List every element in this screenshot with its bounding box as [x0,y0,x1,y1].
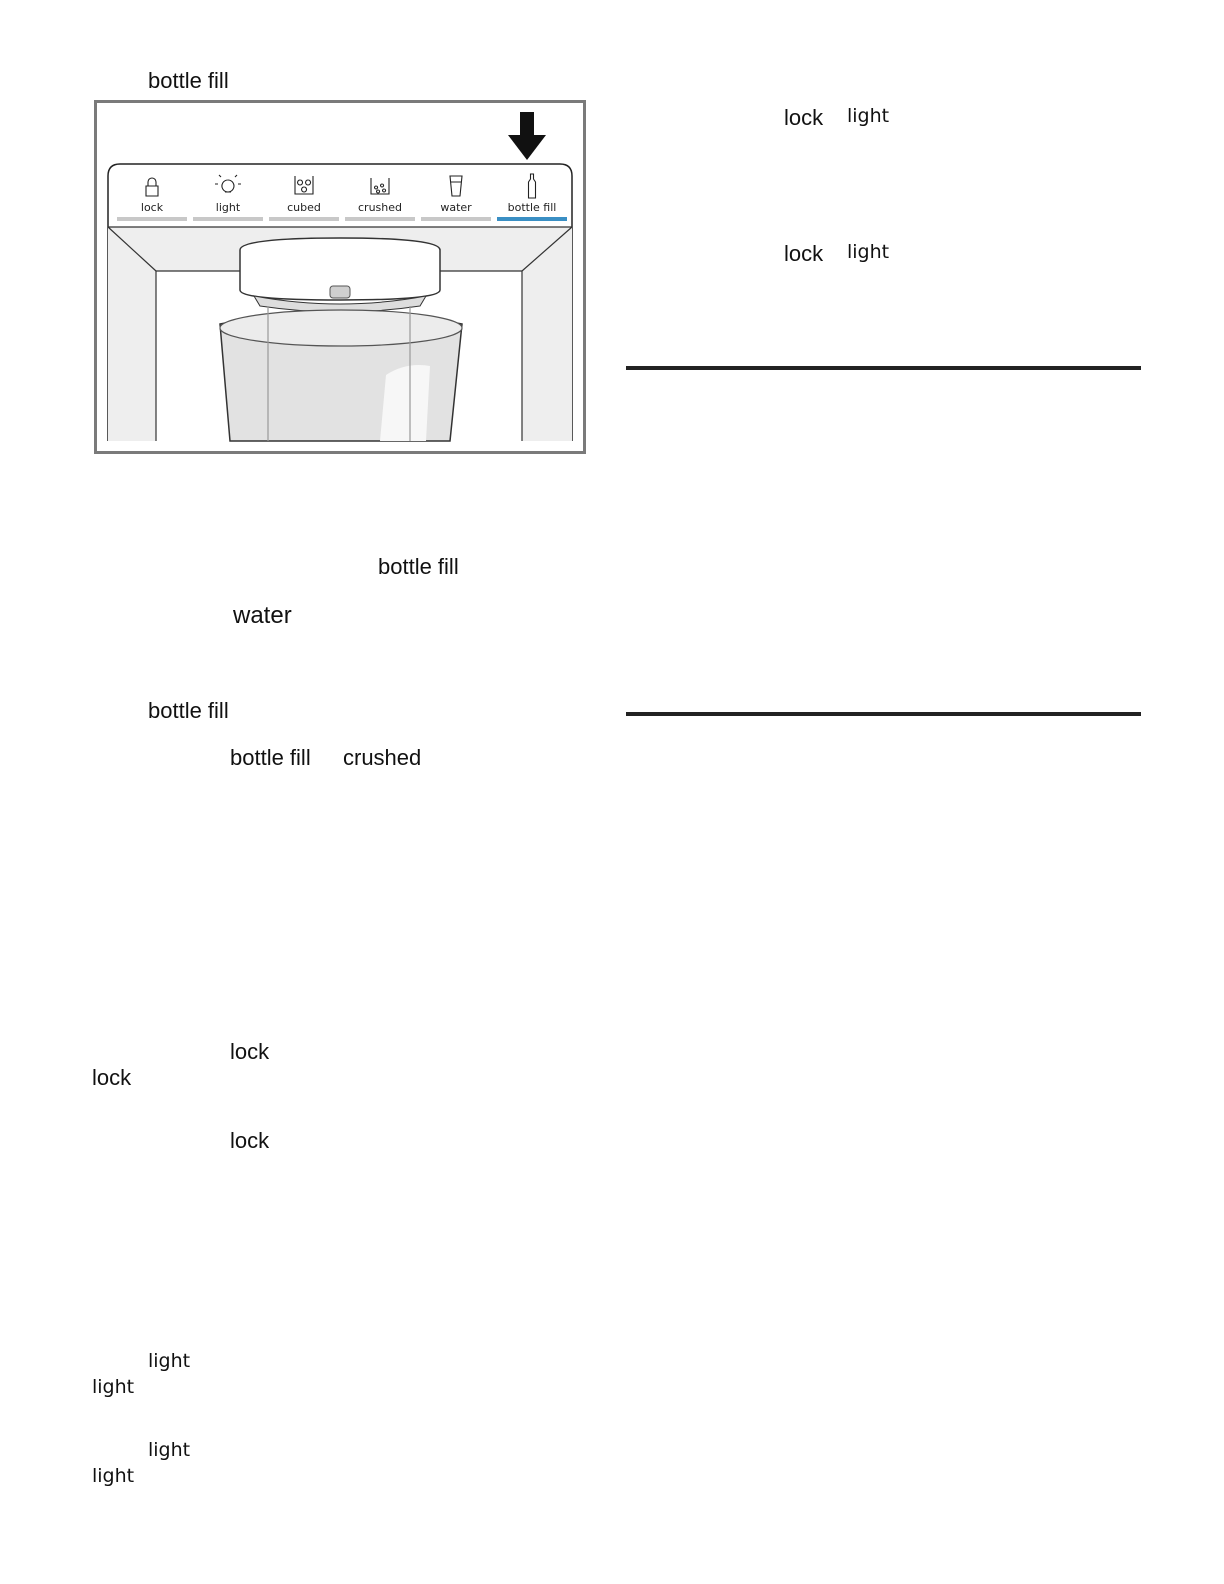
panel-button-indicator [117,217,187,221]
para-bottle-fill: bottle fill [378,554,459,579]
step-crushed: crushed [343,745,422,770]
lock-text-2: lock [92,1065,132,1090]
panel-button-label: cubed [287,201,321,214]
step-bottle-fill: bottle fill [230,745,311,770]
para-water: water [233,602,292,629]
panel-button-indicator [269,217,339,221]
light-text-3: light [148,1439,191,1461]
panel-button-indicator [497,217,567,221]
panel-button-label: bottle fill [507,201,557,214]
panel-button-indicator [193,217,263,221]
heading-bottle-fill: bottle fill [148,698,229,723]
panel-button-indicator [421,217,491,221]
right-lock-1: lock [784,105,824,130]
light-text-2: light [92,1376,135,1398]
lock-text-3: lock [230,1128,270,1153]
panel-button-label: water [440,201,472,214]
right-light-1: light [847,105,890,127]
light-text-1: light [148,1350,191,1372]
light-text-4: light [92,1465,135,1487]
lock-text-1: lock [230,1039,270,1064]
right-lock-2: lock [784,241,824,266]
figure-caption: bottle fill [148,68,229,93]
panel-button-label: light [215,201,241,214]
panel-button-label: lock [140,201,164,214]
panel-button-indicator [345,217,415,221]
dispenser-figure [94,100,586,454]
right-light-2: light [847,241,890,263]
section-divider-2 [626,712,1141,716]
section-divider-1 [626,366,1141,370]
panel-button-label: crushed [358,201,402,214]
